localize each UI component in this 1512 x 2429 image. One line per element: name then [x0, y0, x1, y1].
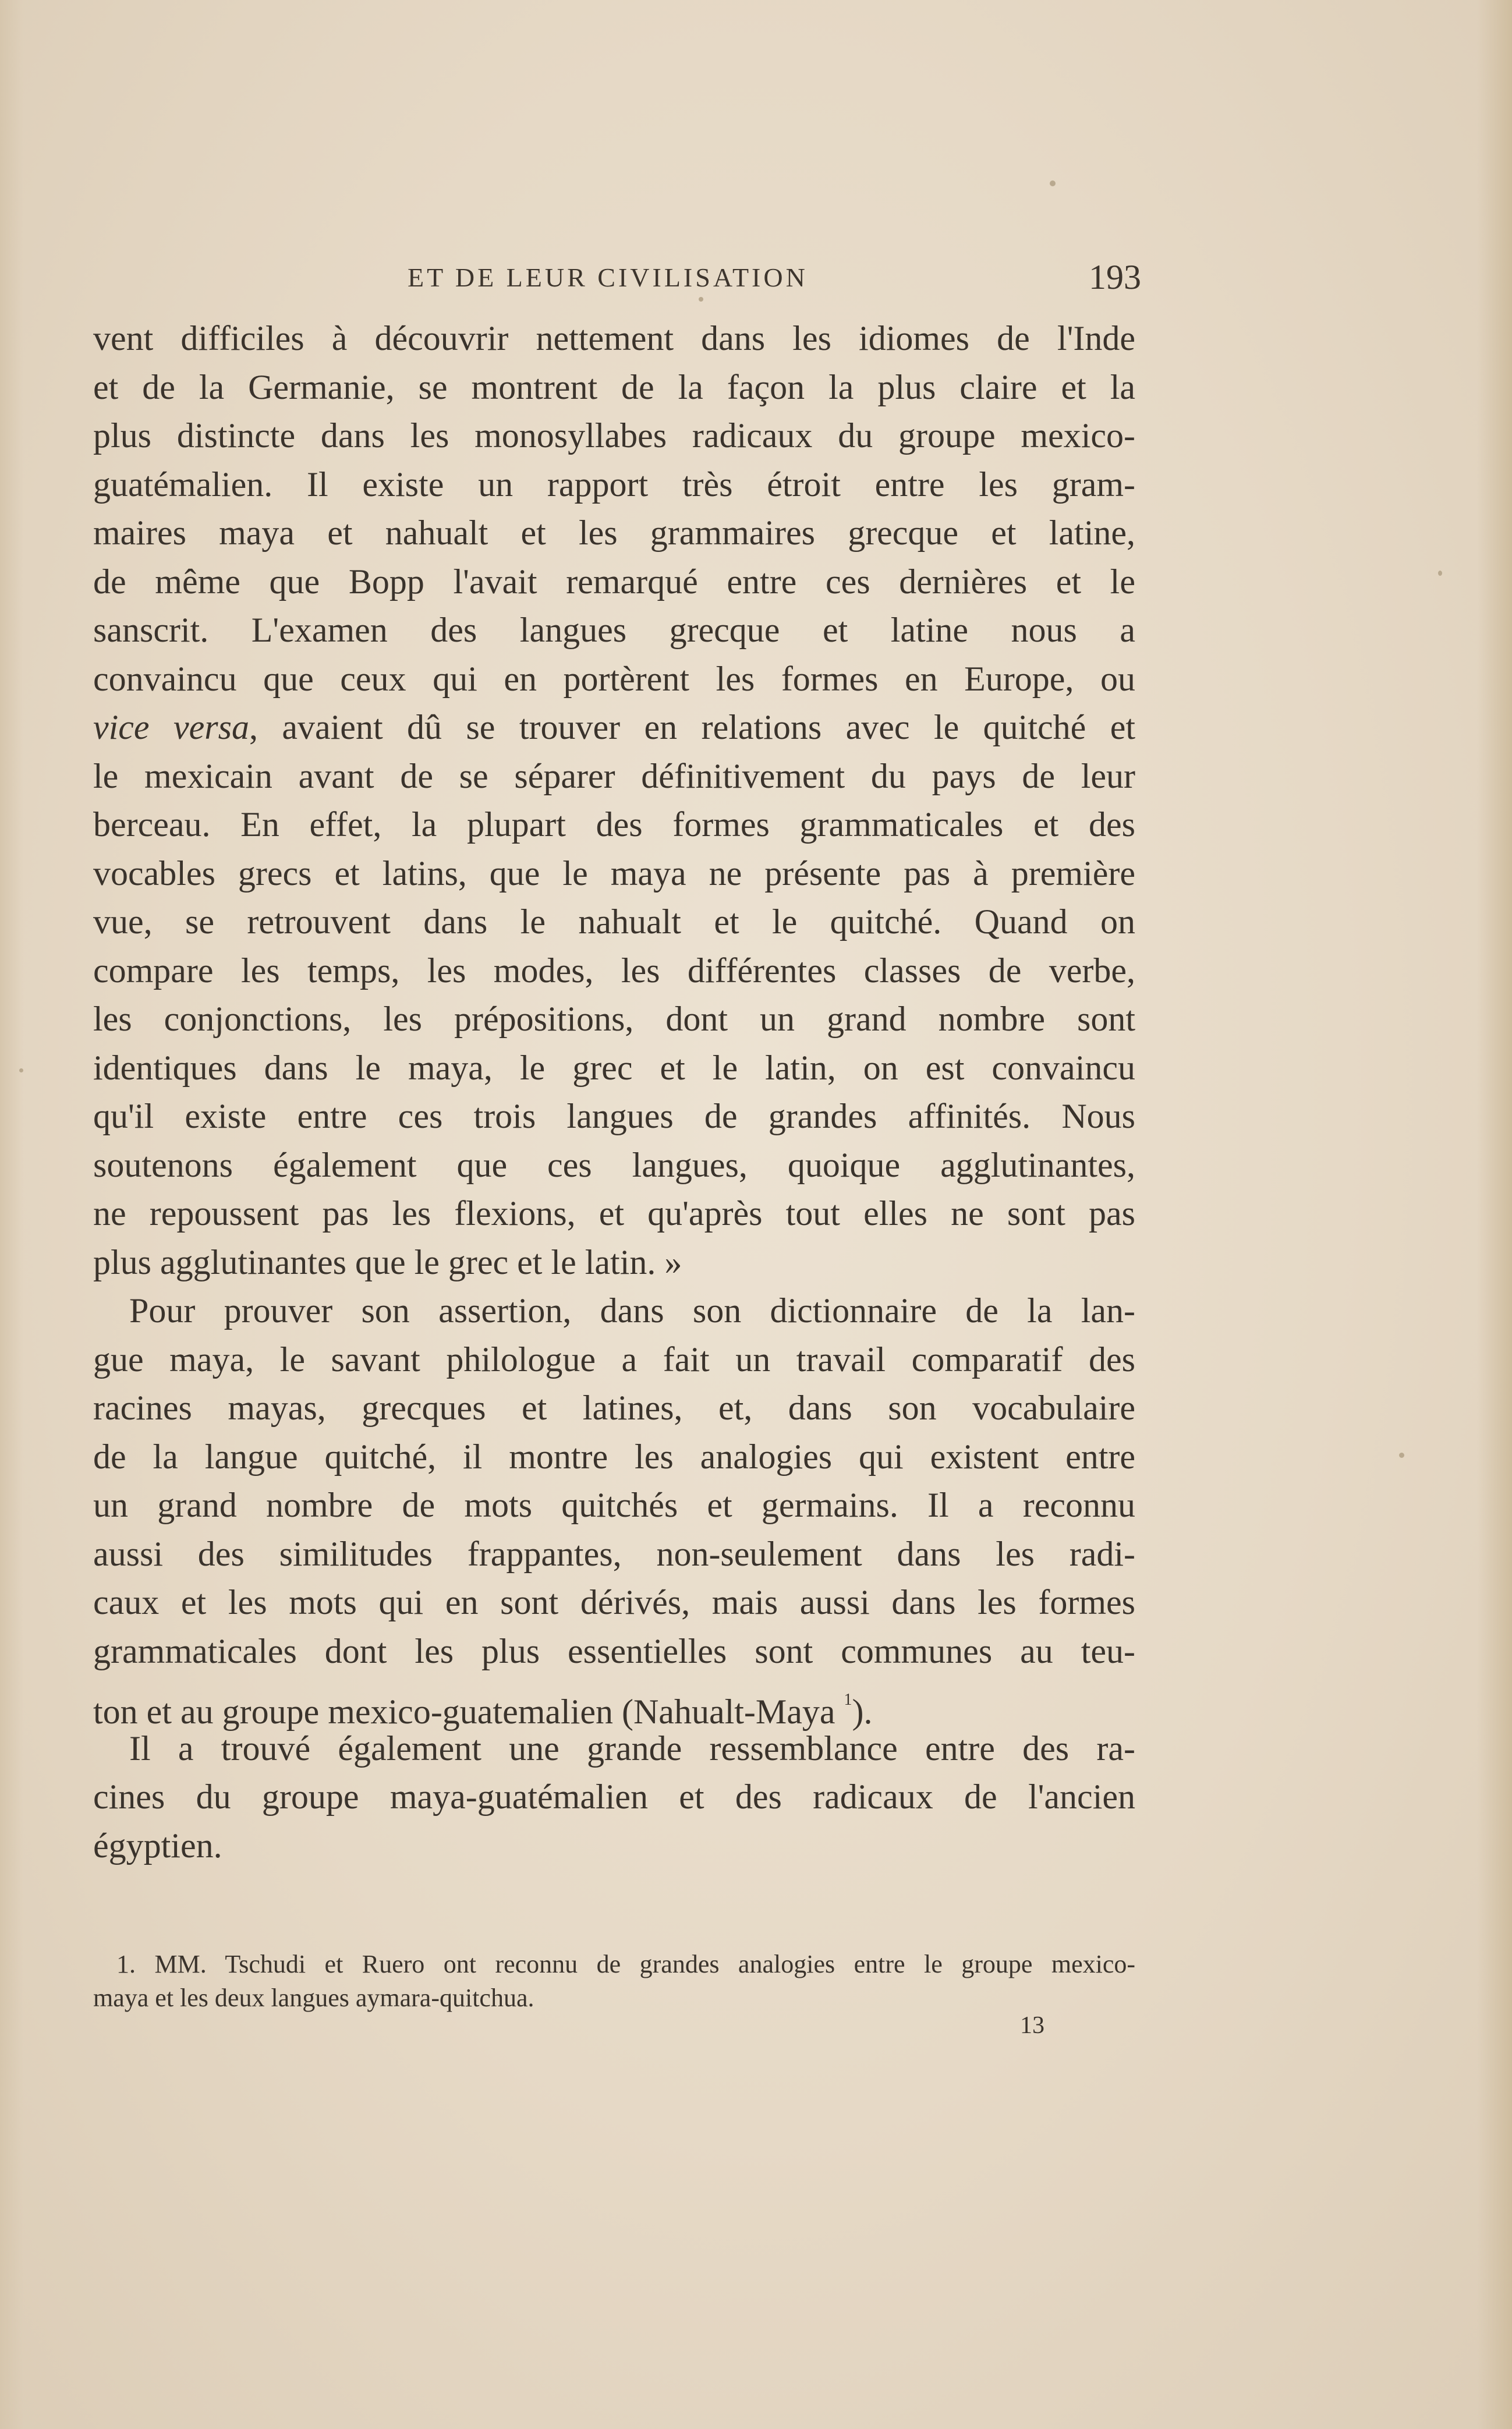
text-line: le mexicain avant de se séparer définitivement du pays de leur	[93, 756, 1135, 795]
signature-mark: 13	[1020, 2012, 1044, 2039]
text-line-body: ton et au groupe mexico-guatemalien (Nahualt-Maya	[93, 1692, 835, 1731]
text-line: qu'il existe entre ces trois langues de grandes affinités. Nous	[93, 1097, 1135, 1135]
text-line-paragraph-start: Pour prouver son assertion, dans son dictionnaire de la lan-	[129, 1291, 1135, 1330]
footnote-ref-tail: ).	[852, 1692, 873, 1731]
text-line-paragraph-end: égyptien.	[93, 1826, 222, 1865]
footnote-reference: 1	[844, 1691, 852, 1709]
text-line-with-footnote-ref	[93, 1676, 1135, 1731]
text-line-italic-start	[93, 703, 1135, 752]
paper-speck	[1438, 571, 1442, 576]
text-line: cines du groupe maya-guatémalien et des radicaux de l'ancien	[93, 1778, 1135, 1816]
body-text	[93, 314, 1135, 1870]
text-line: compare les temps, les modes, les différentes classes de verbe,	[93, 951, 1135, 990]
text-line-paragraph-start: Il a trouvé également une grande ressemblance entre des ra-	[129, 1729, 1135, 1768]
text-line: identiques dans le maya, le grec et le latin, on est convaincu	[93, 1048, 1135, 1087]
footnotes	[93, 1948, 1135, 2015]
text-line: un grand nombre de mots quitchés et germains. Il a reconnu	[93, 1486, 1135, 1524]
text-line: vue, se retrouvent dans le nahualt et le quitché. Quand on	[93, 902, 1135, 941]
text-line: convaincu que ceux qui en portèrent les formes en Europe, ou	[93, 659, 1135, 698]
text-line: plus distincte dans les monosyllabes radicaux du groupe mexico-	[93, 416, 1135, 455]
text-line: de la langue quitché, il montre les analogies qui existent entre	[93, 1437, 1135, 1476]
paper-speck	[19, 1068, 23, 1072]
italic-phrase: vice versa	[93, 708, 249, 746]
text-line: gue maya, le savant philologue a fait un travail comparatif des	[93, 1340, 1135, 1379]
footnote-line: 1. MM. Tschudi et Ruero ont reconnu de grandes analogies entre le groupe mexico-	[116, 1950, 1135, 1978]
text-line: caux et les mots qui en sont dérivés, mais aussi dans les formes	[93, 1583, 1135, 1621]
text-run: , avaient dû se trouver en relations avec le quitché et	[249, 708, 1135, 746]
running-head	[93, 258, 1141, 297]
text-line: sanscrit. L'examen des langues grecque et latine nous a	[93, 611, 1135, 649]
text-line: aussi des similitudes frappantes, non-seulement dans les radi-	[93, 1534, 1135, 1573]
text-line: ne repoussent pas les flexions, et qu'après tout elles ne sont pas	[93, 1194, 1135, 1233]
text-line: berceau. En effet, la plupart des formes grammaticales et des	[93, 805, 1135, 844]
page-number: 193	[1089, 258, 1141, 296]
page-edge-shadow-right	[1477, 0, 1512, 2429]
text-line: guatémalien. Il existe un rapport très étroit entre les gram-	[93, 465, 1135, 504]
paper-speck	[1399, 1453, 1404, 1458]
running-title: ET DE LEUR CIVILISATION	[408, 263, 808, 292]
page-edge-shadow-left	[0, 0, 23, 2429]
footnote-line: maya et les deux langues aymara-quitchua.	[93, 1984, 534, 2012]
text-line: racines mayas, grecques et latines, et, dans son vocabulaire	[93, 1389, 1135, 1427]
text-line: vocables grecs et latins, que le maya ne présente pas à première	[93, 854, 1135, 893]
text-line: soutenons également que ces langues, quoique agglutinantes,	[93, 1145, 1135, 1184]
text-line-paragraph-end: plus agglutinantes que le grec et le latin. »	[93, 1242, 682, 1281]
text-line: vent difficiles à découvrir nettement dans les idiomes de l'Inde	[93, 319, 1135, 357]
text-line: les conjonctions, les prépositions, dont un grand nombre sont	[93, 1000, 1135, 1038]
text-line: maires maya et nahualt et les grammaires grecque et latine,	[93, 514, 1135, 552]
text-line: de même que Bopp l'avait remarqué entre ces dernières et le	[93, 562, 1135, 601]
paper-speck	[699, 297, 703, 302]
paper-speck	[1050, 180, 1056, 186]
text-line: et de la Germanie, se montrent de la façon la plus claire et la	[93, 367, 1135, 406]
text-line: grammaticales dont les plus essentielles sont communes au teu-	[93, 1631, 1135, 1670]
